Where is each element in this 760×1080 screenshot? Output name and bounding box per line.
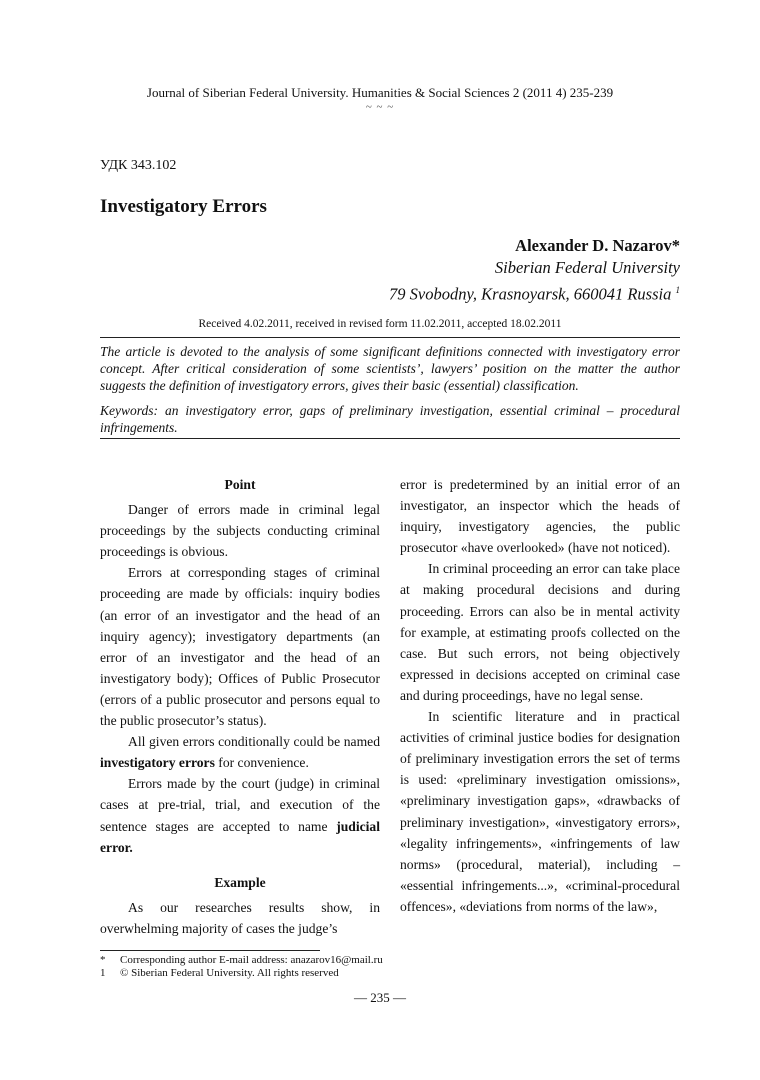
author-address-text: 79 Svobodny, Krasnoyarsk, 660041 Russia [389,284,676,304]
section-heading-point: Point [224,477,256,492]
paragraph: In scientific literature and in practical activities of criminal justice bodies for designation of preliminary investigation errors the set of terms is used: «preliminary investigation omissions», «preliminary investigation gaps», «drawbacks of preliminary investigation», «investigatory errors», «legality infringements», «infringements of law norms» (procedural, material), including – «essential infringements...», «criminal-procedural offences», «deviations from norms of the law», [400,709,680,914]
left-column [100,474,380,939]
paragraph: As our researches results show, in overwhelming majority of cases the judge’s [100,899,380,936]
author-block [389,235,680,306]
bold-term: investigatory errors [100,755,215,771]
paragraph: Danger of errors made in criminal legal proceedings by the subjects conducting criminal proceedings is obvious. [100,502,380,560]
footnote-mark: 1 [100,967,106,979]
keywords: Keywords: an investigatory error, gaps of preliminary investigation, essential criminal – procedural infringements. [100,403,680,435]
author-affiliation: Siberian Federal University [494,258,680,277]
article-title: Investigatory Errors [100,196,267,217]
abstract-top-rule [100,337,680,338]
author-address [389,279,680,306]
header-ornament: ~ ~ ~ [365,101,395,113]
paragraph: Errors at corresponding stages of criminal proceeding are made by officials: inquiry bodies (an error of an investigator and the head of an inquiry agency); investigatory departments (an error of an investigator and the head of an investigatory body); Offices of Public Prosecutor (errors of a public prosecutor and persons equal to the public prosecutor’s status). [100,565,380,729]
footnote-rule [100,950,320,951]
paragraph [100,773,380,857]
author-name: Alexander D. Nazarov* [515,236,680,255]
paragraph-text: All given errors conditionally could be named [128,734,380,750]
footnote [100,954,383,967]
paragraph: In criminal proceeding an error can take place at making procedural decisions and during proceeding. Errors can also be in mental activity for example, at estimating proofs collected on the case. But such errors, not being objectively expressed in decisions accepted on criminal case and during proceedings, have no legal sense. [400,561,680,703]
abstract: The article is devoted to the analysis of some significant definitions connected with investigatory error concept. After critical consideration of some scientists’, lawyers’ position on the matter the author suggests the definition of investigatory errors, gives their basic (essential) classification. [100,344,680,393]
section-heading-example: Example [214,874,266,890]
paragraph: error is predetermined by an initial error of an investigator, an inspector which the heads of inquiry, investigatory agencies, the public prosecutor «have overlooked» (have not noticed). [400,477,680,556]
received-dates: Received 4.02.2011, received in revised form 11.02.2011, accepted 18.02.2011 [198,318,562,330]
footnote [100,967,339,980]
footnote-mark: * [100,954,106,966]
paragraph [100,731,380,773]
paragraph-text: Errors made by the court (judge) in criminal cases at pre-trial, trial, and execution of the sentence stages are accepted to name [100,776,380,834]
udk-code: УДК 343.102 [100,158,177,173]
page-number: — 235 — [354,990,406,1005]
abstract-bottom-rule [100,438,680,439]
journal-header: Journal of Siberian Federal University. Humanities & Social Sciences 2 (2011 4) 235-239 [146,85,614,100]
paragraph-text: for convenience. [214,755,309,771]
footnote-text: Corresponding author E-mail address: anazarov16@mail.ru [120,954,383,966]
bold-term: judicial error. [100,818,380,855]
footnote-text: © Siberian Federal University. All rights reserved [120,967,339,979]
author-address-footnote-mark: 1 [675,285,680,295]
right-column [400,474,680,917]
